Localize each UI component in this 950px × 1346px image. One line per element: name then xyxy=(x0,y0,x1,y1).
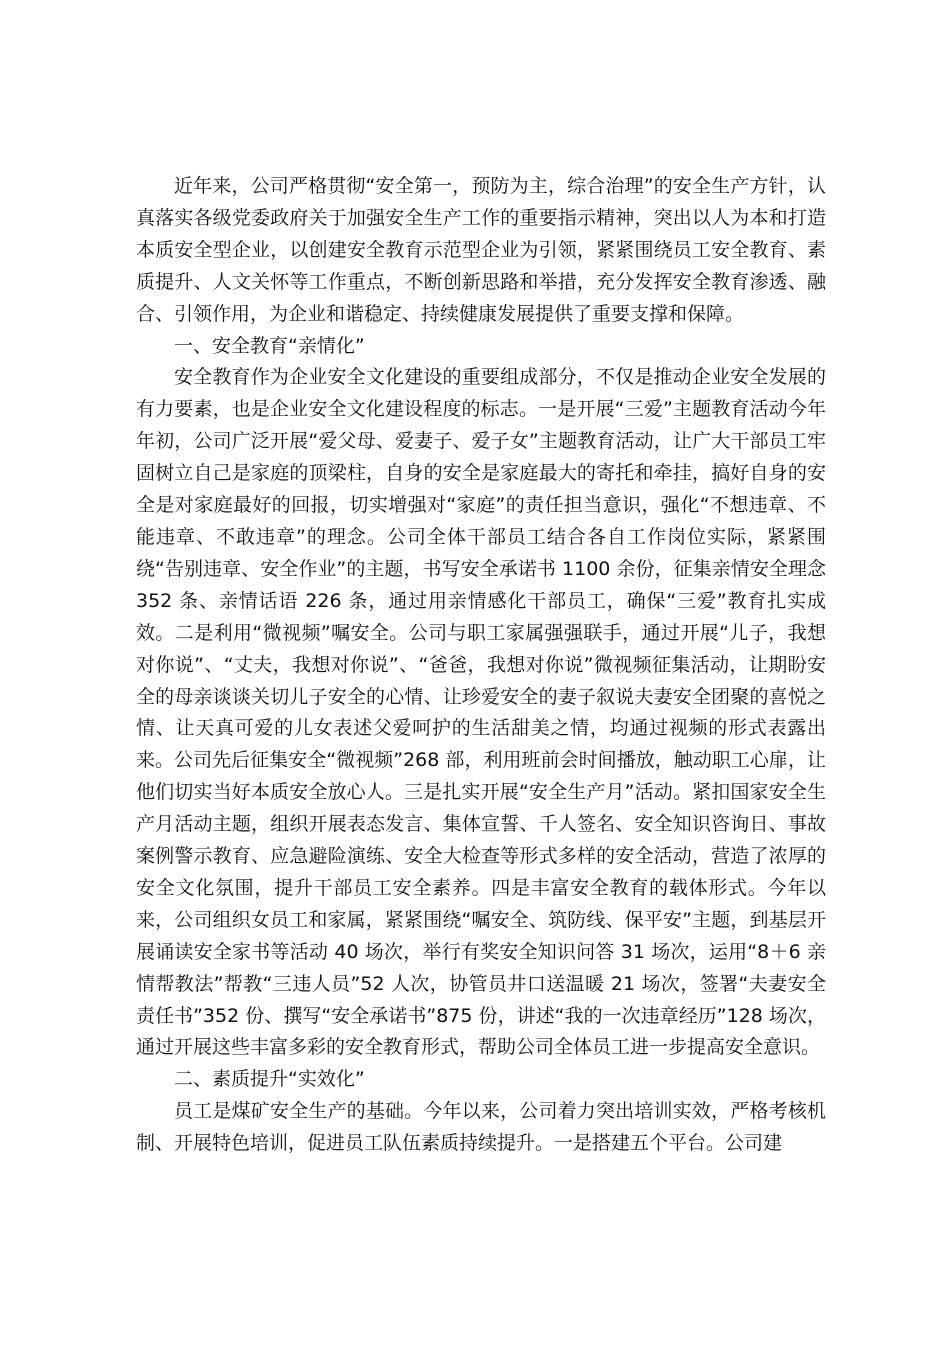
section-heading-1: 一、安全教育“亲情化” xyxy=(174,334,365,357)
section-2-paragraph: 员工是煤矿安全生产的基础。今年以来，公司着力突出培训实效，严格考核机制、开展特色培训，促进员工队伍素质持续提升。一是搭建五个平台。公司建 xyxy=(136,1100,826,1155)
intro-paragraph: 近年来，公司严格贯彻“安全第一，预防为主，综合治理”的安全生产方针，认真落实各级党委政府关于加强安全生产工作的重要指示精神，突出以人为本和打造本质安全型企业，以创建安全教育示范型企业为引领，紧紧围绕员工安全教育、素质提升、人文关怀等工作重点，不断创新思路和举措，充分发挥安全教育渗透、融合、引领作用，为企业和谐稳定、持续健康发展提供了重要支撑和保障。 xyxy=(136,175,826,325)
section-heading-2: 二、素质提升“实效化” xyxy=(174,1068,365,1091)
section-1-paragraph: 安全教育作为企业安全文化建设的重要组成部分，不仅是推动企业安全发展的有力要素，也是企业安全文化建设程度的标志。一是开展“三爱”主题教育活动今年年初，公司广泛开展“爱父母、爱妻子、爱子女”主题教育活动，让广大干部员工牢固树立自己是家庭的顶梁柱，自身的安全是家庭最大的寄托和牵挂，搞好自身的安全是对家庭最好的回报，切实增强对“家庭”的责任担当意识，强化“不想违章、不能违章、不敢违章”的理念。公司全体干部员工结合各自工作岗位实际，紧紧围绕“告别违章、安全作业”的主题，书写安全承诺书 1100 余份，征集亲情安全理念 352 条、亲情话语 226 条，通过用亲情感化干部员工，确保“三爱”教育扎实成效。二是利用“微视频”嘱安全。公司与职工家属强强联手，通过开展“儿子，我想对你说”、“丈夫，我想对你说”、“爸爸，我想对你说”微视频征集活动，让期盼安全的母亲谈谈关切儿子安全的心情、让珍爱安全的妻子叙说夫妻安全团聚的喜悦之情、让天真可爱的儿女表述父爱呵护的生活甜美之情，均通过视频的形式表露出来。公司先后征集安全“微视频”268 部，利用班前会时间播放，触动职工心扉，让他们切实当好本质安全放心人。三是扎实开展“安全生产月”活动。紧扣国家安全生产月活动主题，组织开展表态发言、集体宣誓、千人签名、安全知识咨询日、事故案例警示教育、应急避险演练、安全大检查等形式多样的安全活动，营造了浓厚的安全文化氛围，提升干部员工安全素养。四是丰富安全教育的载体形式。今年以来，公司组织女员工和家属，紧紧围绕“嘱安全、筑防线、保平安”主题，到基层开展诵读安全家书等活动 40 场次，举行有奖安全知识问答 31 场次，运用“8＋6 亲情帮教法”帮教“三违人员”52 人次，协管员井口送温暖 21 场次，签署“夫妻安全责任书”352 份、撰写“安全承诺书”875 份，讲述“我的一次违章经历”128 场次，通过开展这些丰富多彩的安全教育形式，帮助公司全体员工进一步提高安全意识。 xyxy=(136,366,826,1059)
document-body xyxy=(136,171,826,1160)
